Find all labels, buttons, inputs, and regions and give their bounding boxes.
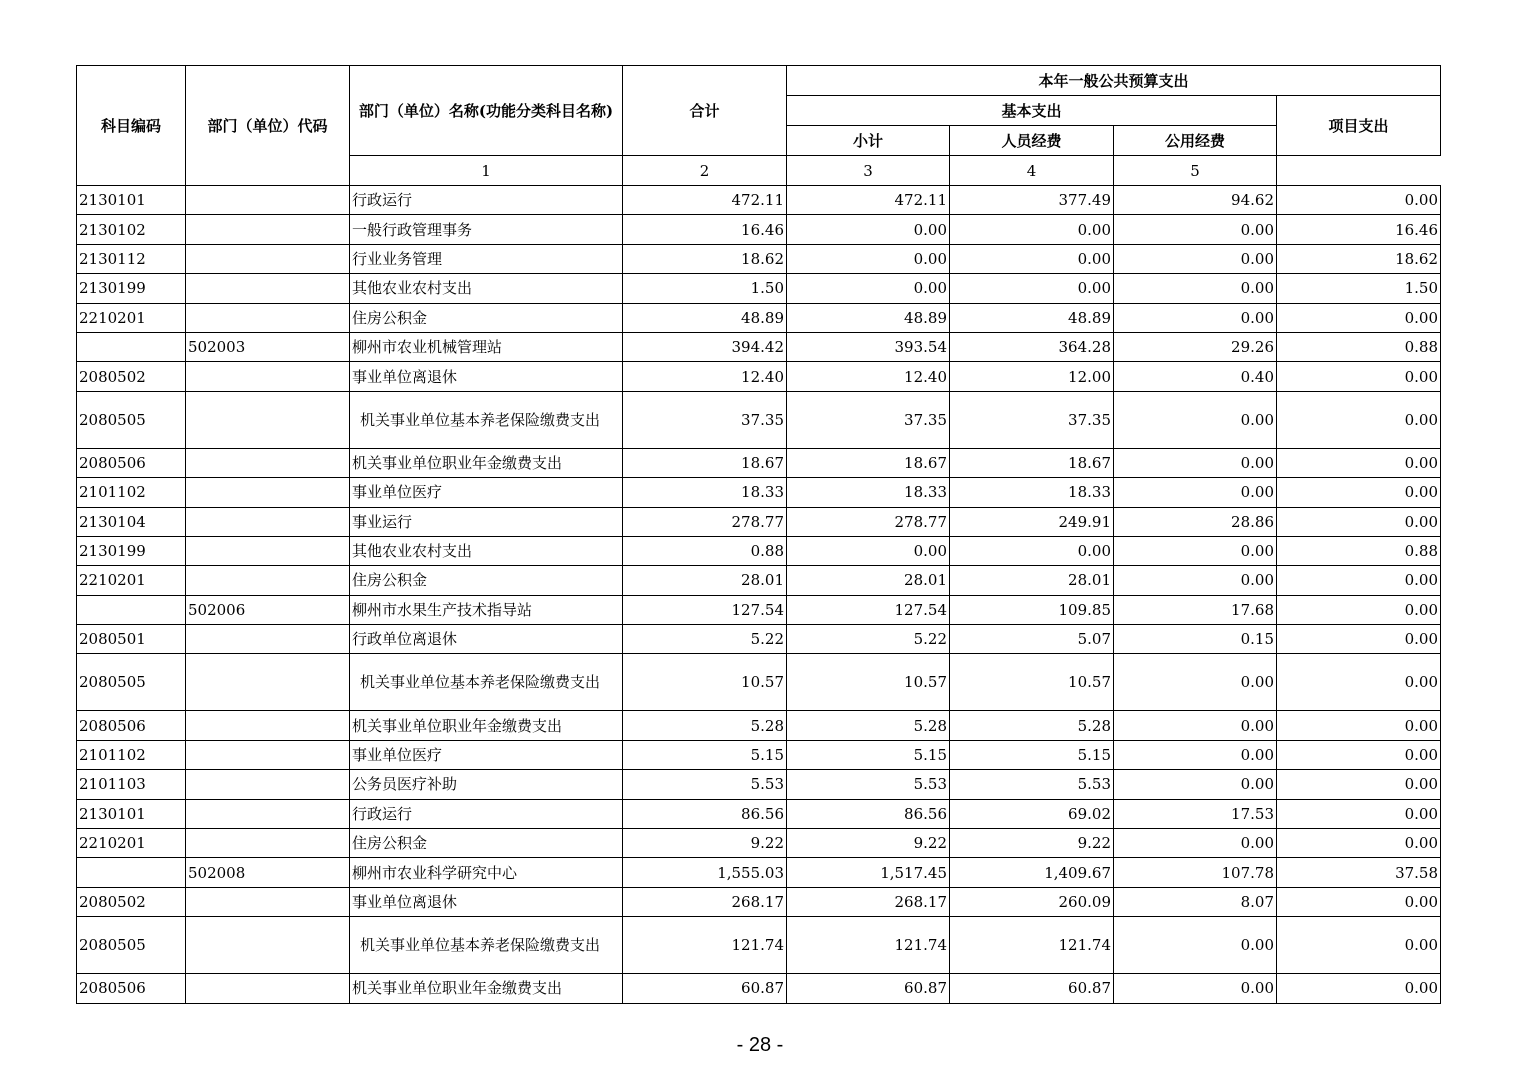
cell-subject-code: 2101102 xyxy=(77,740,186,769)
cell-dept-name: 事业单位离退休 xyxy=(350,362,623,391)
cell-value: 28.86 xyxy=(1114,507,1277,536)
table-row xyxy=(77,595,1441,624)
cell-value: 1,409.67 xyxy=(950,858,1114,887)
cell-dept-name: 事业单位离退休 xyxy=(350,887,623,916)
table-row xyxy=(77,448,1441,477)
cell-subject-code xyxy=(77,332,186,361)
cell-value: 5.28 xyxy=(950,711,1114,740)
table-row xyxy=(77,740,1441,769)
cell-value: 18.67 xyxy=(623,448,787,477)
cell-value: 17.68 xyxy=(1114,595,1277,624)
cell-value: 0.88 xyxy=(1277,332,1441,361)
cell-subject-code: 2080501 xyxy=(77,625,186,654)
cell-value: 393.54 xyxy=(787,332,950,361)
cell-subject-code: 2130101 xyxy=(77,186,186,215)
cell-dept-code xyxy=(186,507,350,536)
table-row xyxy=(77,478,1441,507)
cell-dept-code xyxy=(186,186,350,215)
cell-value: 0.00 xyxy=(1114,478,1277,507)
cell-subject-code: 2130199 xyxy=(77,274,186,303)
cell-value: 12.40 xyxy=(787,362,950,391)
cell-dept-code xyxy=(186,711,350,740)
cell-value: 0.00 xyxy=(787,536,950,565)
cell-value: 0.15 xyxy=(1114,625,1277,654)
cell-dept-code xyxy=(186,566,350,595)
table-row xyxy=(77,536,1441,565)
cell-dept-name: 机关事业单位基本养老保险缴费支出 xyxy=(350,391,623,448)
cell-value: 249.91 xyxy=(950,507,1114,536)
cell-dept-code xyxy=(186,625,350,654)
cell-dept-code xyxy=(186,536,350,565)
cell-value: 0.00 xyxy=(1277,186,1441,215)
cell-value: 0.00 xyxy=(1277,770,1441,799)
cell-value: 0.00 xyxy=(787,274,950,303)
cell-value: 1.50 xyxy=(623,274,787,303)
cell-subject-code: 2101103 xyxy=(77,770,186,799)
header-col-num: 5 xyxy=(1114,156,1277,186)
cell-value: 37.35 xyxy=(787,391,950,448)
table-row xyxy=(77,711,1441,740)
cell-value: 0.00 xyxy=(1114,974,1277,1003)
cell-value: 0.00 xyxy=(1277,448,1441,477)
cell-value: 29.26 xyxy=(1114,332,1277,361)
cell-value: 5.53 xyxy=(623,770,787,799)
table-row xyxy=(77,391,1441,448)
cell-value: 8.07 xyxy=(1114,887,1277,916)
cell-value: 0.00 xyxy=(950,215,1114,244)
table-row xyxy=(77,332,1441,361)
cell-dept-name: 住房公积金 xyxy=(350,829,623,858)
cell-value: 0.00 xyxy=(1114,829,1277,858)
cell-value: 28.01 xyxy=(950,566,1114,595)
cell-value: 109.85 xyxy=(950,595,1114,624)
cell-dept-name: 行业业务管理 xyxy=(350,244,623,273)
cell-dept-code xyxy=(186,887,350,916)
cell-dept-name: 机关事业单位职业年金缴费支出 xyxy=(350,974,623,1003)
cell-value: 18.33 xyxy=(787,478,950,507)
cell-value: 107.78 xyxy=(1114,858,1277,887)
cell-dept-code xyxy=(186,215,350,244)
cell-value: 5.53 xyxy=(787,770,950,799)
header-project: 项目支出 xyxy=(1277,96,1441,156)
cell-value: 268.17 xyxy=(623,887,787,916)
cell-value: 0.00 xyxy=(1277,829,1441,858)
cell-dept-code: 502006 xyxy=(186,595,350,624)
cell-subject-code: 2210201 xyxy=(77,566,186,595)
table-row xyxy=(77,303,1441,332)
cell-subject-code: 2080502 xyxy=(77,362,186,391)
cell-dept-code xyxy=(186,799,350,828)
cell-dept-code: 502008 xyxy=(186,858,350,887)
cell-value: 94.62 xyxy=(1114,186,1277,215)
cell-value: 5.53 xyxy=(950,770,1114,799)
header-col-num: 3 xyxy=(787,156,950,186)
cell-value: 0.00 xyxy=(1114,566,1277,595)
cell-value: 16.46 xyxy=(623,215,787,244)
cell-dept-name: 公务员医疗补助 xyxy=(350,770,623,799)
cell-value: 268.17 xyxy=(787,887,950,916)
cell-dept-name: 事业单位医疗 xyxy=(350,478,623,507)
cell-value: 86.56 xyxy=(787,799,950,828)
cell-dept-code xyxy=(186,974,350,1003)
cell-subject-code: 2130102 xyxy=(77,215,186,244)
cell-value: 28.01 xyxy=(623,566,787,595)
cell-subject-code: 2080506 xyxy=(77,711,186,740)
cell-dept-name: 住房公积金 xyxy=(350,303,623,332)
cell-value: 0.00 xyxy=(1277,566,1441,595)
cell-dept-name: 机关事业单位职业年金缴费支出 xyxy=(350,448,623,477)
cell-value: 28.01 xyxy=(787,566,950,595)
cell-value: 260.09 xyxy=(950,887,1114,916)
table-row xyxy=(77,770,1441,799)
cell-value: 10.57 xyxy=(950,654,1114,711)
cell-value: 0.00 xyxy=(787,215,950,244)
cell-value: 16.46 xyxy=(1277,215,1441,244)
cell-value: 0.00 xyxy=(1277,625,1441,654)
cell-value: 5.22 xyxy=(787,625,950,654)
cell-value: 0.88 xyxy=(623,536,787,565)
cell-value: 127.54 xyxy=(623,595,787,624)
cell-value: 48.89 xyxy=(787,303,950,332)
cell-dept-name: 其他农业农村支出 xyxy=(350,536,623,565)
cell-value: 0.00 xyxy=(1114,391,1277,448)
cell-value: 9.22 xyxy=(787,829,950,858)
cell-dept-name: 住房公积金 xyxy=(350,566,623,595)
cell-value: 0.00 xyxy=(1114,303,1277,332)
table-header xyxy=(77,66,1441,186)
cell-subject-code: 2130112 xyxy=(77,244,186,273)
header-group-title: 本年一般公共预算支出 xyxy=(787,66,1441,96)
header-basic: 基本支出 xyxy=(787,96,1277,126)
cell-value: 0.00 xyxy=(950,244,1114,273)
cell-subject-code: 2080505 xyxy=(77,654,186,711)
cell-dept-name: 事业单位医疗 xyxy=(350,740,623,769)
cell-value: 0.00 xyxy=(1277,362,1441,391)
cell-subject-code: 2210201 xyxy=(77,303,186,332)
cell-value: 18.67 xyxy=(787,448,950,477)
cell-value: 0.00 xyxy=(1277,391,1441,448)
cell-value: 60.87 xyxy=(950,974,1114,1003)
cell-value: 12.40 xyxy=(623,362,787,391)
header-total: 合计 xyxy=(623,66,787,156)
table-row xyxy=(77,799,1441,828)
cell-value: 18.33 xyxy=(950,478,1114,507)
table-row xyxy=(77,625,1441,654)
cell-value: 0.00 xyxy=(1277,478,1441,507)
cell-value: 472.11 xyxy=(623,186,787,215)
cell-value: 121.74 xyxy=(787,917,950,974)
cell-value: 0.00 xyxy=(950,274,1114,303)
cell-dept-name: 行政运行 xyxy=(350,799,623,828)
cell-value: 9.22 xyxy=(623,829,787,858)
cell-value: 5.28 xyxy=(623,711,787,740)
cell-value: 0.88 xyxy=(1277,536,1441,565)
cell-subject-code: 2130101 xyxy=(77,799,186,828)
cell-value: 9.22 xyxy=(950,829,1114,858)
cell-value: 86.56 xyxy=(623,799,787,828)
cell-subject-code: 2101102 xyxy=(77,478,186,507)
cell-dept-code xyxy=(186,448,350,477)
cell-value: 1.50 xyxy=(1277,274,1441,303)
cell-value: 278.77 xyxy=(787,507,950,536)
cell-value: 0.00 xyxy=(950,536,1114,565)
cell-value: 0.00 xyxy=(1277,303,1441,332)
cell-dept-code xyxy=(186,654,350,711)
cell-subject-code xyxy=(77,595,186,624)
cell-value: 0.00 xyxy=(787,244,950,273)
cell-value: 69.02 xyxy=(950,799,1114,828)
page-number: - 28 - xyxy=(736,1034,784,1056)
header-dept-name: 部门（单位）名称(功能分类科目名称) xyxy=(350,66,623,156)
cell-value: 18.67 xyxy=(950,448,1114,477)
cell-value: 0.00 xyxy=(1277,595,1441,624)
cell-dept-name: 柳州市农业科学研究中心 xyxy=(350,858,623,887)
table-row xyxy=(77,186,1441,215)
header-dept-code: 部门（单位）代码 xyxy=(186,66,350,186)
cell-dept-code: 502003 xyxy=(186,332,350,361)
table-body xyxy=(77,186,1441,1004)
cell-value: 127.54 xyxy=(787,595,950,624)
cell-value: 5.15 xyxy=(950,740,1114,769)
header-col-num: 1 xyxy=(350,156,623,186)
header-public: 公用经费 xyxy=(1114,126,1277,156)
cell-value: 0.00 xyxy=(1114,740,1277,769)
cell-value: 18.62 xyxy=(623,244,787,273)
cell-value: 37.35 xyxy=(623,391,787,448)
cell-value: 1,517.45 xyxy=(787,858,950,887)
cell-value: 0.00 xyxy=(1277,917,1441,974)
cell-dept-name: 其他农业农村支出 xyxy=(350,274,623,303)
header-col-num: 4 xyxy=(950,156,1114,186)
cell-dept-code xyxy=(186,274,350,303)
cell-value: 0.00 xyxy=(1114,448,1277,477)
cell-subject-code: 2080502 xyxy=(77,887,186,916)
cell-value: 60.87 xyxy=(623,974,787,1003)
cell-value: 0.00 xyxy=(1277,740,1441,769)
cell-value: 17.53 xyxy=(1114,799,1277,828)
table-row xyxy=(77,244,1441,273)
cell-dept-code xyxy=(186,391,350,448)
cell-subject-code: 2080505 xyxy=(77,391,186,448)
cell-value: 0.00 xyxy=(1277,974,1441,1003)
cell-subject-code: 2130104 xyxy=(77,507,186,536)
table-row xyxy=(77,566,1441,595)
cell-value: 0.00 xyxy=(1277,799,1441,828)
cell-value: 18.33 xyxy=(623,478,787,507)
cell-value: 37.58 xyxy=(1277,858,1441,887)
cell-dept-code xyxy=(186,917,350,974)
table-row xyxy=(77,654,1441,711)
cell-value: 0.00 xyxy=(1114,711,1277,740)
cell-subject-code: 2080505 xyxy=(77,917,186,974)
cell-value: 0.40 xyxy=(1114,362,1277,391)
cell-dept-name: 柳州市水果生产技术指导站 xyxy=(350,595,623,624)
cell-value: 121.74 xyxy=(950,917,1114,974)
cell-value: 5.07 xyxy=(950,625,1114,654)
cell-value: 0.00 xyxy=(1277,507,1441,536)
cell-value: 5.15 xyxy=(787,740,950,769)
cell-dept-name: 机关事业单位职业年金缴费支出 xyxy=(350,711,623,740)
cell-value: 5.28 xyxy=(787,711,950,740)
cell-value: 48.89 xyxy=(950,303,1114,332)
cell-value: 0.00 xyxy=(1114,654,1277,711)
cell-dept-name: 机关事业单位基本养老保险缴费支出 xyxy=(350,917,623,974)
cell-dept-code xyxy=(186,740,350,769)
cell-dept-code xyxy=(186,244,350,273)
cell-value: 0.00 xyxy=(1114,215,1277,244)
cell-value: 0.00 xyxy=(1114,770,1277,799)
table-row xyxy=(77,507,1441,536)
cell-value: 278.77 xyxy=(623,507,787,536)
cell-value: 0.00 xyxy=(1114,244,1277,273)
table-row xyxy=(77,274,1441,303)
cell-dept-code xyxy=(186,829,350,858)
cell-dept-name: 柳州市农业机械管理站 xyxy=(350,332,623,361)
cell-subject-code xyxy=(77,858,186,887)
cell-subject-code: 2210201 xyxy=(77,829,186,858)
cell-value: 0.00 xyxy=(1114,536,1277,565)
table-row xyxy=(77,215,1441,244)
cell-value: 10.57 xyxy=(623,654,787,711)
header-personnel: 人员经费 xyxy=(950,126,1114,156)
cell-value: 0.00 xyxy=(1277,654,1441,711)
cell-value: 0.00 xyxy=(1114,274,1277,303)
cell-value: 48.89 xyxy=(623,303,787,332)
cell-value: 377.49 xyxy=(950,186,1114,215)
cell-value: 121.74 xyxy=(623,917,787,974)
cell-value: 394.42 xyxy=(623,332,787,361)
cell-value: 60.87 xyxy=(787,974,950,1003)
table-row xyxy=(77,887,1441,916)
header-subject-code: 科目编码 xyxy=(77,66,186,186)
cell-subject-code: 2130199 xyxy=(77,536,186,565)
table-row xyxy=(77,917,1441,974)
cell-dept-name: 事业运行 xyxy=(350,507,623,536)
cell-value: 0.00 xyxy=(1114,917,1277,974)
table-row xyxy=(77,858,1441,887)
header-col-num: 2 xyxy=(623,156,787,186)
cell-value: 18.62 xyxy=(1277,244,1441,273)
cell-dept-name: 行政单位离退休 xyxy=(350,625,623,654)
table-row xyxy=(77,362,1441,391)
cell-dept-code xyxy=(186,303,350,332)
cell-dept-name: 机关事业单位基本养老保险缴费支出 xyxy=(350,654,623,711)
cell-value: 12.00 xyxy=(950,362,1114,391)
cell-value: 0.00 xyxy=(1277,887,1441,916)
cell-value: 5.15 xyxy=(623,740,787,769)
cell-subject-code: 2080506 xyxy=(77,448,186,477)
cell-dept-code xyxy=(186,362,350,391)
cell-dept-code xyxy=(186,478,350,507)
cell-value: 472.11 xyxy=(787,186,950,215)
header-subtotal: 小计 xyxy=(787,126,950,156)
cell-dept-name: 行政运行 xyxy=(350,186,623,215)
cell-dept-code xyxy=(186,770,350,799)
cell-subject-code: 2080506 xyxy=(77,974,186,1003)
cell-dept-name: 一般行政管理事务 xyxy=(350,215,623,244)
table-row xyxy=(77,829,1441,858)
cell-value: 5.22 xyxy=(623,625,787,654)
cell-value: 10.57 xyxy=(787,654,950,711)
budget-expenditure-table xyxy=(76,65,1441,1004)
table-row xyxy=(77,974,1441,1003)
cell-value: 1,555.03 xyxy=(623,858,787,887)
cell-value: 0.00 xyxy=(1277,711,1441,740)
cell-value: 364.28 xyxy=(950,332,1114,361)
cell-value: 37.35 xyxy=(950,391,1114,448)
